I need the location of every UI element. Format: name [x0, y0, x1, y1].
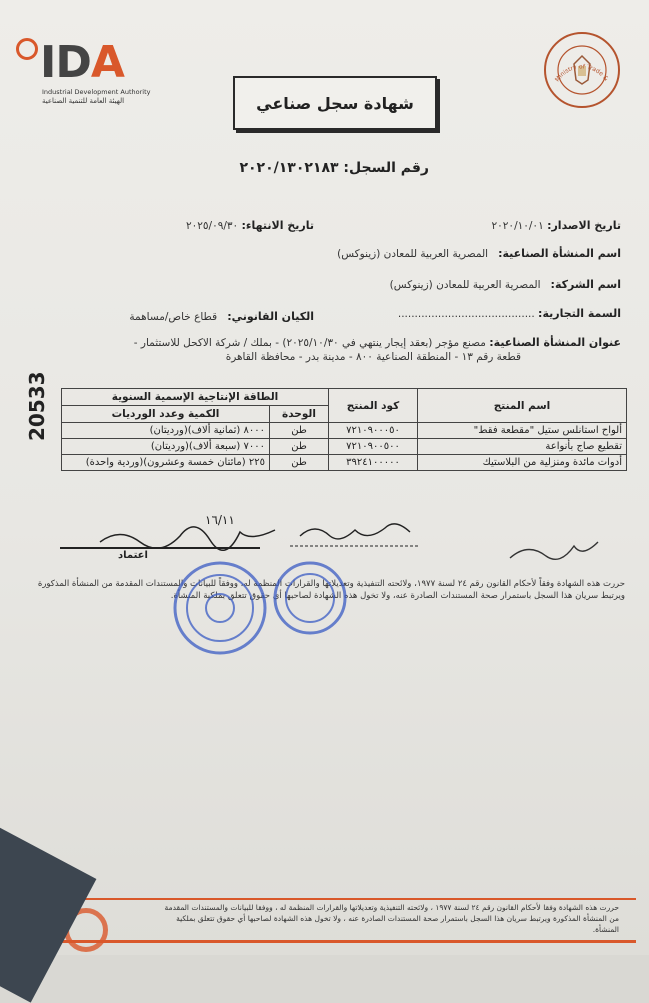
trade-name-dots: ......................................... — [397, 308, 535, 320]
trade-name-row: السمة التجارية: ......................................... — [397, 307, 621, 320]
expiry-date: ٢٠٢٥/٠٩/٣٠ — [185, 220, 239, 232]
ida-logo-letters: IDA — [40, 37, 124, 88]
company-name-row: اسم الشركة: المصرية العربية للمعادن (زينوكس) — [389, 278, 621, 291]
issue-date: ٢٠٢٠/١٠/٠١ — [491, 220, 544, 232]
product-qty: ٧٠٠٠ (سبعة ألاف)(ورديتان) — [62, 439, 270, 455]
address-line-1: مصنع مؤجر (بعقد إيجار ينتهي في ٢٠٢٥/١٠/٣٠) - بملك / شركة الاكحل للاستثمار - — [133, 337, 486, 349]
product-name: تقطيع صاج بأنواعة — [418, 439, 627, 455]
product-name: أدوات مائدة ومنزلية من البلاستيك — [418, 455, 627, 471]
legal-entity-row: الكيان القانوني: قطاع خاص/مساهمة — [129, 310, 314, 323]
table-row — [62, 439, 627, 455]
signatures-area — [60, 512, 640, 572]
product-name: ألواح استانلس ستيل "مقطعة فقط" — [418, 423, 627, 439]
ida-logo-english: Industrial Development Authority — [42, 88, 151, 96]
product-code: ٣٩٢٤١٠٠٠٠٠ — [329, 455, 418, 471]
ida-logo-arabic: الهيئة العامة للتنمية الصناعية — [42, 97, 125, 105]
signature-3 — [510, 542, 598, 559]
address-row: عنوان المنشأة الصناعية: مصنع مؤجر (بعقد إيجار ينتهي في ٢٠٢٥/١٠/٣٠) - بملك / شركة الاكحل للاستثمار - — [133, 336, 621, 349]
table-row — [62, 423, 627, 439]
header-unit: الوحدة — [270, 406, 329, 423]
expiry-date-row: تاريخ الانتهاء: ٢٠٢٥/٠٩/٣٠ — [185, 219, 314, 232]
official-stamp-icon — [272, 560, 348, 636]
products-table — [61, 388, 627, 471]
ida-logo — [16, 36, 156, 116]
legal-note: حررت هذه الشهادة وفقاً لأحكام القانون رقم ٢٤ لسنة ١٩٧٧، ولائحته التنفيذية وتعديلاتها والقرارات المنظمة له، ووفقاً للبيانات والمستندات المقدمة من المنشأة المذكورة ويرتبط سريان هذا السجل باستمرار صحة المستندات الصادرة عنه، ولا تخول هذه الشهادة لصاحبها أي حقوق تتعلق بملكية المنشأة. — [37, 579, 625, 601]
product-unit: طن — [270, 423, 329, 439]
certificate-title: شهادة سجل صناعي — [233, 76, 437, 130]
product-unit: طن — [270, 455, 329, 471]
table-row — [62, 455, 627, 471]
approval-label: اعتماد — [118, 550, 148, 561]
legal-entity: قطاع خاص/مساهمة — [129, 311, 218, 323]
facility-name: المصرية العربية للمعادن (زينوكس) — [337, 248, 489, 260]
registration-number: رقم السجل: ٢٠٢٠/١٣٠٢١٨٣ — [239, 160, 429, 176]
header-code: كود المنتج — [329, 389, 418, 423]
product-qty: ٨٠٠٠ (ثمانية ألاف)(ورديتان) — [62, 423, 270, 439]
header-product: اسم المنتج — [418, 389, 627, 423]
handwritten-date: ١٦/١١ — [205, 513, 235, 527]
ministry-seal-icon — [542, 30, 622, 110]
product-code: ٧٢١٠٩٠٠٥٠٠ — [329, 439, 418, 455]
serial-number: 20533 — [25, 371, 49, 441]
header-capacity: الطاقة الإنتاجية الإسمية السنوية — [62, 389, 329, 406]
signature-1 — [100, 527, 275, 550]
product-qty: ٢٢٥ (مائتان خمسة وعشرون)(وردية واحدة) — [62, 455, 270, 471]
header-qty: الكمية وعدد الورديات — [62, 406, 270, 423]
registration-value: ٢٠٢٠/١٣٠٢١٨٣ — [239, 160, 339, 176]
address-line-2: قطعة رقم ١٣ - المنطقة الصناعية ٨٠٠ - مدينة بدر - محافظة القاهرة — [225, 351, 521, 363]
ministry-seal-text: Ministry of Trade & — [553, 63, 610, 84]
company-name: المصرية العربية للمعادن (زينوكس) — [389, 279, 541, 291]
issue-date-row: تاريخ الاصدار: ٢٠٢٠/١٠/٠١ — [491, 219, 621, 232]
official-stamp-icon — [172, 560, 268, 656]
footer-note: حررت هذه الشهادة وفقا لأحكام القانون رقم ٢٤ لسنة ١٩٧٧ ، ولائحته التنفيذية وتعديلاتها والقرارات المنظمة له ، ووفقا للبيانات والمستندات المقدمة من المنشأة المذكورة ويرتبط سريان هذا السجل باستمرار صحة المستندات الصادرة عنه ، ولا تخول هذه الشهادة لصاحبها أي حقوق تتعلق بملكية المنشأة. — [164, 903, 619, 934]
gear-icon — [16, 38, 38, 60]
product-unit: طن — [270, 439, 329, 455]
product-code: ٧٢١٠٩٠٠٠٥٠ — [329, 423, 418, 439]
signature-2 — [300, 524, 410, 539]
facility-name-row: اسم المنشأة الصناعية: المصرية العربية للمعادن (زينوكس) — [337, 247, 621, 260]
